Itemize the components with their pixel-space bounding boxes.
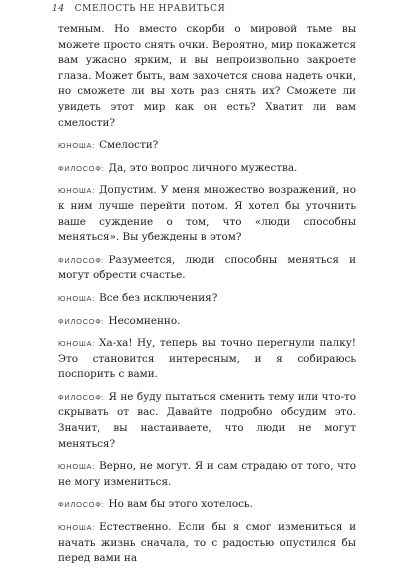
page-body (58, 22, 356, 574)
dialogue-text: Я не буду пытаться сменить тему или что-то скрывать от вас. Давайте подробно обсудим это. Значит, вы настаиваете, что люди не могут меняться? (58, 390, 356, 450)
dialogue-text: Несомненно. (108, 314, 181, 327)
speaker-label: ФИЛОСОФ: (58, 500, 105, 510)
dialogue-text: Смелости? (99, 139, 159, 152)
dialogue-line (58, 253, 356, 284)
running-header (52, 4, 225, 14)
dialogue-text: Все без исключения? (99, 291, 218, 304)
speaker-label: ЮНОША: (58, 523, 96, 533)
dialogue-text: Верно, не могут. Я и сам страдаю от того, что не могу измениться. (58, 460, 356, 488)
paragraph (58, 22, 356, 131)
dialogue-text: Но вам бы этого хотелось. (108, 498, 253, 511)
speaker-label: ЮНОША: (58, 293, 96, 303)
dialogue-line (58, 183, 356, 245)
dialogue-line (58, 161, 356, 177)
page-number: 14 (52, 4, 65, 14)
dialogue-line (58, 497, 356, 513)
speaker-label: ФИЛОСОФ: (58, 163, 105, 173)
dialogue-text: Допустим. У меня множество возражений, но к ним лучше перейти потом. Я хотел бы уточнить ваше суждение о том, что «люди способны меняться». Вы убеждены в этом? (58, 184, 356, 244)
dialogue-line (58, 459, 356, 490)
dialogue-line (58, 336, 356, 383)
dialogue-text: Естественно. Если бы я смог измениться и начать жизнь сначала, то с радостью опустился бы перед вами на (58, 521, 356, 565)
running-title: СМЕЛОСТЬ НЕ НРАВИТЬСЯ (74, 4, 226, 14)
paragraph-text: темным. Но вместо скорби о мировой тьме вы можете просто снять очки. Вероятно, мир покажется вам ужасно ярким, и вы непроизвольно закроете глаза. Может быть, вам захочется снова надеть очки, но сможете ли вы хоть раз снять их? Сможете ли увидеть этот мир как он есть? Хватит ли вам смелости? (58, 23, 356, 129)
speaker-label: ЮНОША: (58, 186, 96, 196)
speaker-label: ЮНОША: (58, 141, 96, 151)
speaker-label: ФИЛОСОФ: (58, 255, 105, 265)
speaker-label: ЮНОША: (58, 339, 96, 349)
speaker-label: ФИЛОСОФ: (58, 392, 105, 402)
dialogue-text: Да, это вопрос личного мужества. (108, 161, 298, 174)
dialogue-text: Разумеется, люди способны меняться и могут обрести счастье. (58, 253, 356, 282)
dialogue-line (58, 520, 356, 567)
speaker-label: ФИЛОСОФ: (58, 316, 105, 326)
dialogue-text: Ха-ха! Ну, теперь вы точно перегнули палку! Это становится интересным, и я собираюсь поспорить с вами. (58, 337, 356, 381)
dialogue-line (58, 390, 356, 452)
dialogue-line (58, 291, 356, 307)
dialogue-line (58, 314, 356, 330)
dialogue-line (58, 138, 356, 154)
speaker-label: ЮНОША: (58, 462, 96, 472)
